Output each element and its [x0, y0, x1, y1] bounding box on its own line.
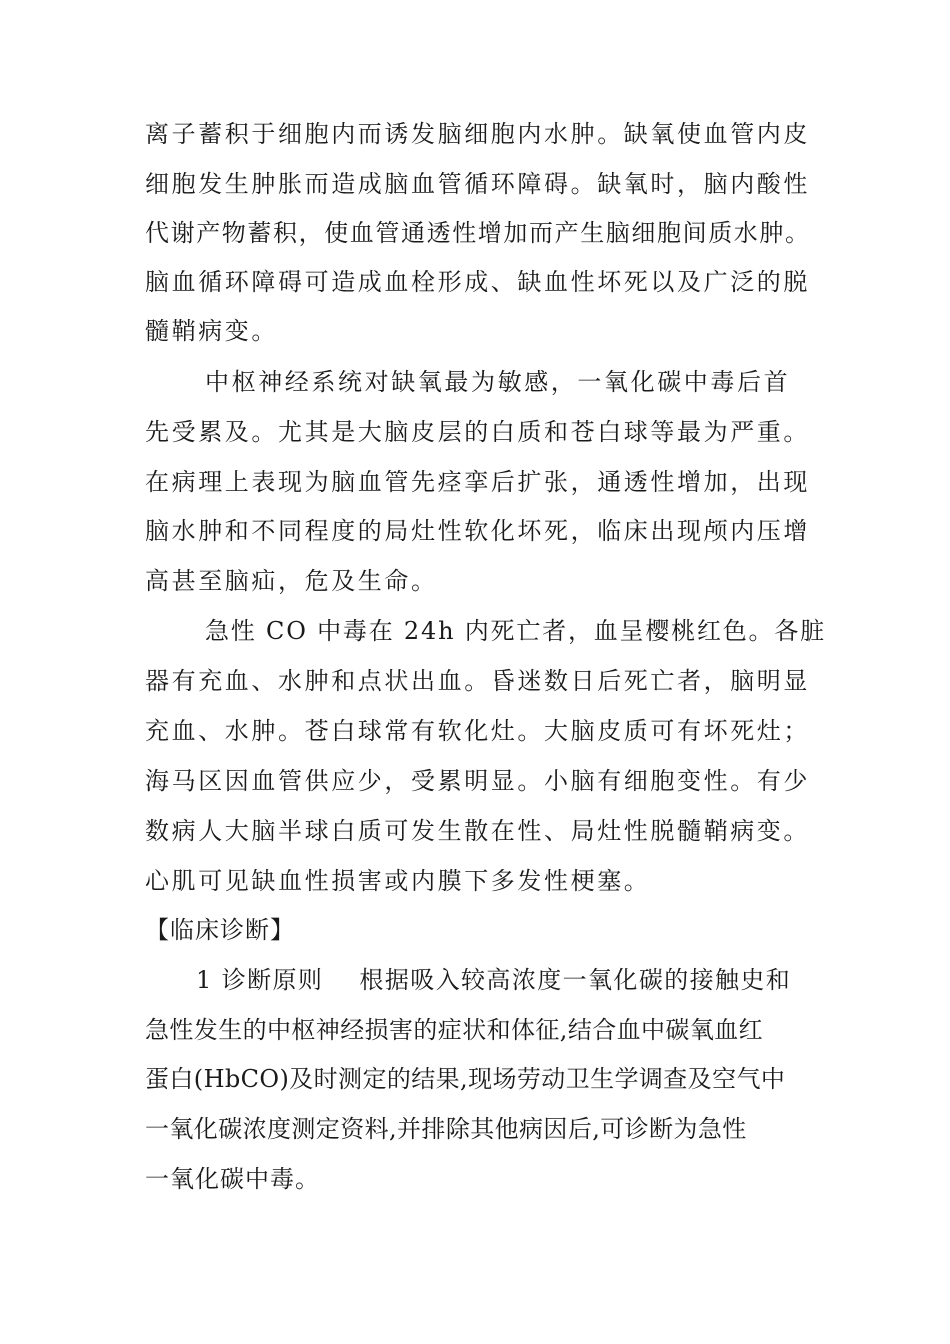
paragraph-line: 高甚至脑疝，危及生命。: [145, 567, 438, 595]
paragraph-line: 急性 CO 中毒在 24h 内死亡者，血呈樱桃红色。各脏: [205, 617, 826, 645]
paragraph-line: 急性发生的中枢神经损害的症状和体征,结合血中碳氧血红: [145, 1016, 764, 1044]
paragraph-line: 中枢神经系统对缺氧最为敏感，一氧化碳中毒后首: [205, 368, 791, 396]
paragraph-line: 一氧化碳浓度测定资料,并排除其他病因后,可诊断为急性: [145, 1115, 747, 1143]
paragraph-line: 离子蓄积于细胞内而诱发脑细胞内水肿。缺氧使血管内皮: [145, 120, 810, 148]
paragraph-line: 髓鞘病变。: [145, 317, 278, 345]
paragraph-line: 1 诊断原则 根据吸入较高浓度一氧化碳的接触史和: [196, 966, 792, 994]
section-heading: 【临床诊断】: [145, 916, 295, 944]
paragraph-line: 细胞发生肿胀而造成脑血管循环障碍。缺氧时，脑内酸性: [145, 170, 810, 198]
paragraph-line: 一氧化碳中毒。: [145, 1165, 320, 1193]
paragraph-line: 数病人大脑半球白质可发生散在性、局灶性脱髓鞘病变。: [145, 817, 810, 845]
paragraph-line: 蛋白(HbCO)及时测定的结果,现场劳动卫生学调查及空气中: [145, 1065, 786, 1093]
paragraph-line: 充血、水肿。苍白球常有软化灶。大脑皮质可有坏死灶；: [145, 717, 810, 745]
paragraph-line: 脑血循环障碍可造成血栓形成、缺血性坏死以及广泛的脱: [145, 268, 810, 296]
paragraph-line: 海马区因血管供应少，受累明显。小脑有细胞变性。有少: [145, 767, 810, 795]
paragraph-line: 心肌可见缺血性损害或内膜下多发性梗塞。: [145, 867, 651, 895]
paragraph-line: 脑水肿和不同程度的局灶性软化坏死，临床出现颅内压增: [145, 517, 810, 545]
paragraph-line: 先受累及。尤其是大脑皮层的白质和苍白球等最为严重。: [145, 418, 810, 446]
paragraph-line: 代谢产物蓄积，使血管通透性增加而产生脑细胞间质水肿。: [145, 219, 811, 247]
paragraph-line: 器有充血、水肿和点状出血。昏迷数日后死亡者，脑明显: [145, 667, 810, 695]
paragraph-line: 在病理上表现为脑血管先痉挛后扩张，通透性增加，出现: [145, 468, 810, 496]
